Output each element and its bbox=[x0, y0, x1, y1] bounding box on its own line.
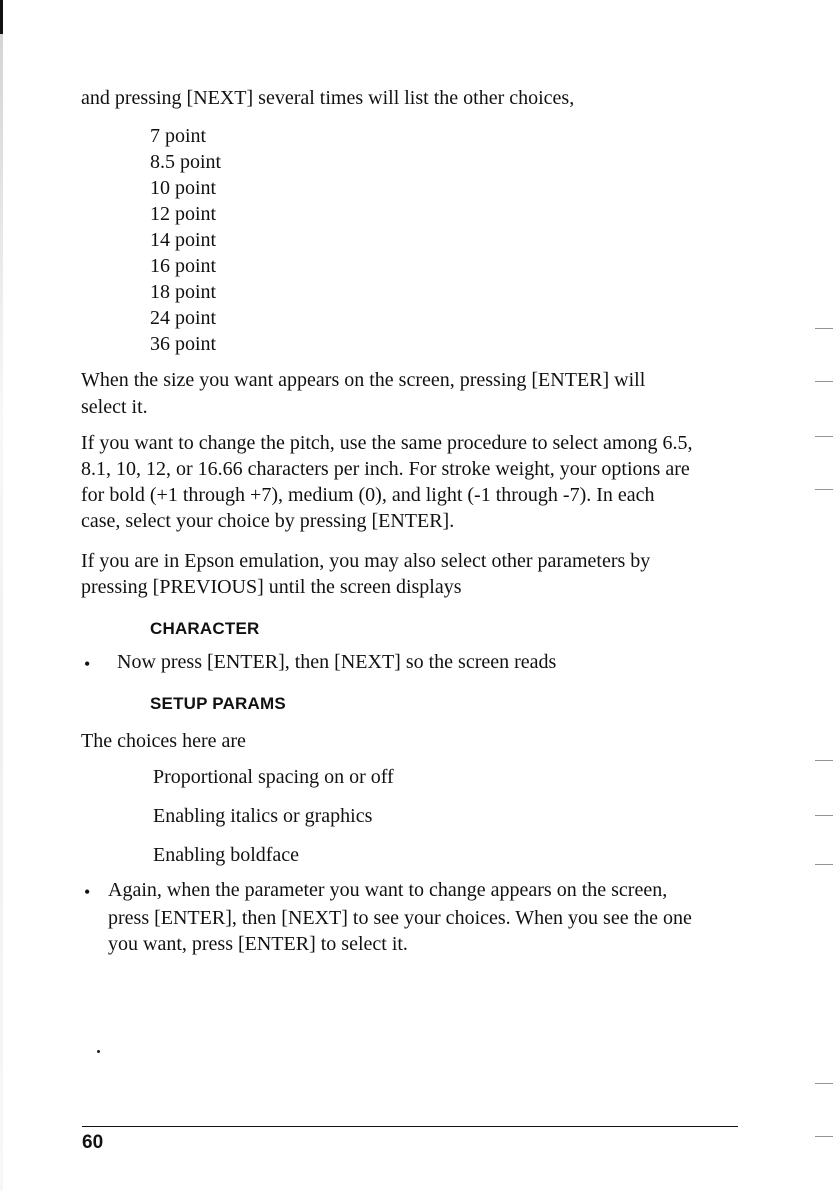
point-size-item: 10 point bbox=[150, 177, 217, 199]
choices-intro: The choices here are bbox=[81, 730, 246, 752]
margin-mark bbox=[815, 815, 833, 816]
scan-left-edge bbox=[0, 0, 3, 1191]
margin-mark bbox=[815, 436, 833, 437]
choice-item: Enabling boldface bbox=[153, 844, 300, 866]
paragraph-line: If you are in Epson emulation, you may also select other parameters by bbox=[81, 550, 651, 572]
bullet-icon: • bbox=[84, 654, 91, 674]
bullet-line: you want, press [ENTER] to select it. bbox=[108, 933, 408, 955]
paragraph-line: pressing [PREVIOUS] until the screen displays bbox=[81, 576, 462, 598]
paragraph-line: If you want to change the pitch, use the same procedure to select among 6.5, bbox=[81, 432, 693, 454]
choice-item: Proportional spacing on or off bbox=[153, 766, 394, 788]
bullet-line: Again, when the parameter you want to change appears on the screen, bbox=[108, 879, 668, 901]
point-size-item: 7 point bbox=[150, 125, 207, 147]
screen-display-setup-params: SETUP PARAMS bbox=[150, 694, 286, 713]
point-size-item: 12 point bbox=[150, 203, 217, 225]
scan-left-edge-top bbox=[0, 0, 3, 34]
paragraph-line: for bold (+1 through +7), medium (0), and light (-1 through -7). In each bbox=[81, 484, 655, 506]
choice-item: Enabling italics or graphics bbox=[153, 805, 373, 827]
point-size-item: 36 point bbox=[150, 333, 217, 355]
page-number: 60 bbox=[82, 1132, 104, 1153]
paragraph-line: 8.1, 10, 12, or 16.66 characters per inch. For stroke weight, your options are bbox=[81, 458, 690, 480]
point-size-item: 16 point bbox=[150, 255, 217, 277]
bullet-icon: • bbox=[84, 882, 91, 902]
bullet-line: press [ENTER], then [NEXT] to see your choices. When you see the one bbox=[108, 907, 692, 929]
point-size-item: 14 point bbox=[150, 229, 217, 251]
point-size-item: 18 point bbox=[150, 281, 217, 303]
margin-mark bbox=[815, 489, 833, 490]
margin-mark bbox=[815, 760, 833, 761]
intro-line: and pressing [NEXT] several times will list the other choices, bbox=[81, 87, 575, 109]
margin-mark bbox=[815, 381, 833, 382]
footer-rule bbox=[82, 1126, 738, 1127]
point-size-item: 8.5 point bbox=[150, 151, 222, 173]
paragraph-line: When the size you want appears on the screen, pressing [ENTER] will bbox=[81, 369, 646, 391]
screen-display-character: CHARACTER bbox=[150, 619, 260, 638]
margin-mark bbox=[815, 1136, 833, 1137]
point-size-item: 24 point bbox=[150, 307, 217, 329]
margin-mark bbox=[815, 1083, 833, 1084]
margin-mark bbox=[815, 864, 833, 865]
margin-mark bbox=[815, 328, 833, 329]
paragraph-line: select it. bbox=[81, 396, 148, 418]
paragraph-line: case, select your choice by pressing [ENTER]. bbox=[81, 510, 455, 532]
bullet-line: Now press [ENTER], then [NEXT] so the screen reads bbox=[117, 651, 557, 673]
scan-dot bbox=[97, 1050, 100, 1053]
